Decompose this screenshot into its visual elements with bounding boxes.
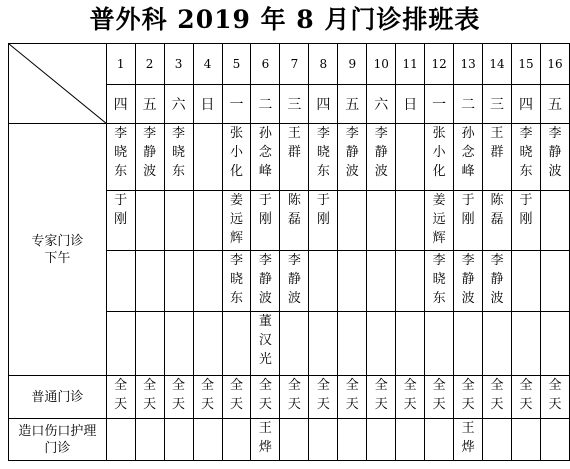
general-clinic-cell: 全天 — [367, 376, 396, 419]
expert-doctor-cell — [106, 312, 135, 376]
weekday-header: 五 — [540, 85, 569, 124]
expert-doctor-cell — [454, 312, 483, 376]
expert-doctor-cell: 董汉光 — [251, 312, 280, 376]
expert-doctor-cell — [540, 312, 569, 376]
expert-doctor-cell: 于刚 — [454, 191, 483, 251]
expert-doctor-cell — [338, 191, 367, 251]
general-clinic-cell: 全天 — [396, 376, 425, 419]
date-header: 2 — [135, 44, 164, 85]
expert-doctor-cell — [425, 312, 454, 376]
date-header: 3 — [164, 44, 193, 85]
date-header: 8 — [309, 44, 338, 85]
stoma-clinic-cell — [280, 419, 309, 461]
expert-doctor-cell: 王群 — [483, 124, 512, 191]
stoma-clinic-cell — [512, 419, 541, 461]
general-clinic-cell: 全天 — [135, 376, 164, 419]
weekday-header: 四 — [106, 85, 135, 124]
weekday-header: 五 — [338, 85, 367, 124]
expert-doctor-cell — [135, 251, 164, 312]
expert-doctor-cell — [367, 312, 396, 376]
weekday-header: 日 — [193, 85, 222, 124]
diagonal-line — [9, 44, 106, 124]
expert-doctor-cell — [164, 312, 193, 376]
expert-doctor-cell — [135, 312, 164, 376]
expert-doctor-cell: 陈磊 — [483, 191, 512, 251]
date-header: 15 — [512, 44, 541, 85]
stoma-clinic-cell — [483, 419, 512, 461]
date-header: 11 — [396, 44, 425, 85]
expert-doctor-cell: 李静波 — [280, 251, 309, 312]
expert-doctor-cell — [193, 191, 222, 251]
general-clinic-cell: 全天 — [106, 376, 135, 419]
date-header: 16 — [540, 44, 569, 85]
stoma-clinic-label: 造口伤口护理 门诊 — [9, 419, 107, 461]
weekday-header: 一 — [425, 85, 454, 124]
weekday-header: 二 — [454, 85, 483, 124]
weekday-header: 六 — [164, 85, 193, 124]
weekday-header: 三 — [483, 85, 512, 124]
expert-doctor-cell: 李晓东 — [222, 251, 251, 312]
stoma-clinic-cell — [396, 419, 425, 461]
expert-doctor-cell: 李静波 — [540, 124, 569, 191]
weekday-header: 五 — [135, 85, 164, 124]
general-clinic-cell: 全天 — [164, 376, 193, 419]
expert-doctor-cell: 于刚 — [106, 191, 135, 251]
date-header: 9 — [338, 44, 367, 85]
expert-doctor-cell — [193, 312, 222, 376]
expert-doctor-cell: 李静波 — [135, 124, 164, 191]
weekday-header: 三 — [280, 85, 309, 124]
stoma-clinic-cell — [135, 419, 164, 461]
stoma-clinic-cell — [425, 419, 454, 461]
expert-doctor-cell — [106, 251, 135, 312]
date-header: 4 — [193, 44, 222, 85]
expert-doctor-cell: 张小化 — [222, 124, 251, 191]
stoma-clinic-cell — [164, 419, 193, 461]
weekday-header: 一 — [222, 85, 251, 124]
expert-doctor-cell: 于刚 — [251, 191, 280, 251]
general-clinic-cell: 全天 — [193, 376, 222, 419]
expert-doctor-cell — [135, 191, 164, 251]
expert-doctor-cell — [540, 191, 569, 251]
general-clinic-cell: 全天 — [483, 376, 512, 419]
date-header: 6 — [251, 44, 280, 85]
expert-doctor-cell: 李静波 — [454, 251, 483, 312]
expert-doctor-cell: 李晓东 — [309, 124, 338, 191]
expert-doctor-cell — [164, 251, 193, 312]
date-header: 14 — [483, 44, 512, 85]
expert-doctor-cell — [396, 251, 425, 312]
expert-doctor-cell — [164, 191, 193, 251]
expert-doctor-cell — [280, 312, 309, 376]
expert-doctor-cell — [338, 312, 367, 376]
expert-doctor-cell — [540, 251, 569, 312]
expert-doctor-cell: 李静波 — [338, 124, 367, 191]
expert-doctor-cell — [512, 251, 541, 312]
date-header: 5 — [222, 44, 251, 85]
expert-doctor-cell — [222, 312, 251, 376]
general-clinic-cell: 全天 — [454, 376, 483, 419]
stoma-clinic-cell — [106, 419, 135, 461]
general-clinic-cell: 全天 — [512, 376, 541, 419]
expert-doctor-cell — [309, 312, 338, 376]
expert-doctor-cell — [193, 124, 222, 191]
expert-doctor-cell: 李静波 — [251, 251, 280, 312]
weekday-header: 二 — [251, 85, 280, 124]
page-title: 普外科 2019 年 8 月门诊排班表 — [89, 5, 481, 34]
corner-cell — [9, 44, 107, 124]
stoma-clinic-cell — [540, 419, 569, 461]
general-clinic-cell: 全天 — [251, 376, 280, 419]
expert-doctor-cell: 张小化 — [425, 124, 454, 191]
expert-doctor-cell — [483, 312, 512, 376]
expert-doctor-cell — [193, 251, 222, 312]
date-header: 7 — [280, 44, 309, 85]
expert-doctor-cell — [396, 312, 425, 376]
expert-doctor-cell — [396, 191, 425, 251]
stoma-clinic-cell — [309, 419, 338, 461]
general-clinic-cell: 全天 — [425, 376, 454, 419]
expert-doctor-cell: 王群 — [280, 124, 309, 191]
general-clinic-cell: 全天 — [222, 376, 251, 419]
expert-clinic-label: 专家门诊 下午 — [9, 124, 107, 376]
general-clinic-cell: 全天 — [309, 376, 338, 419]
stoma-clinic-cell: 王烨 — [251, 419, 280, 461]
expert-doctor-cell: 于刚 — [309, 191, 338, 251]
expert-doctor-cell: 李晓东 — [512, 124, 541, 191]
general-clinic-cell: 全天 — [280, 376, 309, 419]
expert-doctor-cell: 姜远辉 — [222, 191, 251, 251]
expert-doctor-cell — [512, 312, 541, 376]
stoma-clinic-cell — [193, 419, 222, 461]
general-clinic-cell: 全天 — [338, 376, 367, 419]
expert-doctor-cell: 李晓东 — [164, 124, 193, 191]
date-header: 13 — [454, 44, 483, 85]
expert-doctor-cell: 李静波 — [483, 251, 512, 312]
date-header: 12 — [425, 44, 454, 85]
weekday-header: 六 — [367, 85, 396, 124]
expert-doctor-cell: 孙念峰 — [454, 124, 483, 191]
date-header: 1 — [106, 44, 135, 85]
date-header: 10 — [367, 44, 396, 85]
expert-doctor-cell: 姜远辉 — [425, 191, 454, 251]
expert-doctor-cell — [396, 124, 425, 191]
general-clinic-label: 普通门诊 — [9, 376, 107, 419]
expert-doctor-cell — [309, 251, 338, 312]
stoma-clinic-cell: 王烨 — [454, 419, 483, 461]
expert-doctor-cell: 于刚 — [512, 191, 541, 251]
stoma-clinic-cell — [338, 419, 367, 461]
expert-doctor-cell: 陈磊 — [280, 191, 309, 251]
general-clinic-cell: 全天 — [540, 376, 569, 419]
expert-doctor-cell — [367, 251, 396, 312]
expert-doctor-cell: 孙念峰 — [251, 124, 280, 191]
weekday-header: 四 — [309, 85, 338, 124]
weekday-header: 四 — [512, 85, 541, 124]
expert-doctor-cell — [338, 251, 367, 312]
schedule-table — [8, 43, 570, 461]
expert-doctor-cell: 李晓东 — [106, 124, 135, 191]
expert-doctor-cell — [367, 191, 396, 251]
weekday-header: 日 — [396, 85, 425, 124]
stoma-clinic-cell — [367, 419, 396, 461]
expert-doctor-cell: 李静波 — [367, 124, 396, 191]
expert-doctor-cell: 李晓东 — [425, 251, 454, 312]
stoma-clinic-cell — [222, 419, 251, 461]
